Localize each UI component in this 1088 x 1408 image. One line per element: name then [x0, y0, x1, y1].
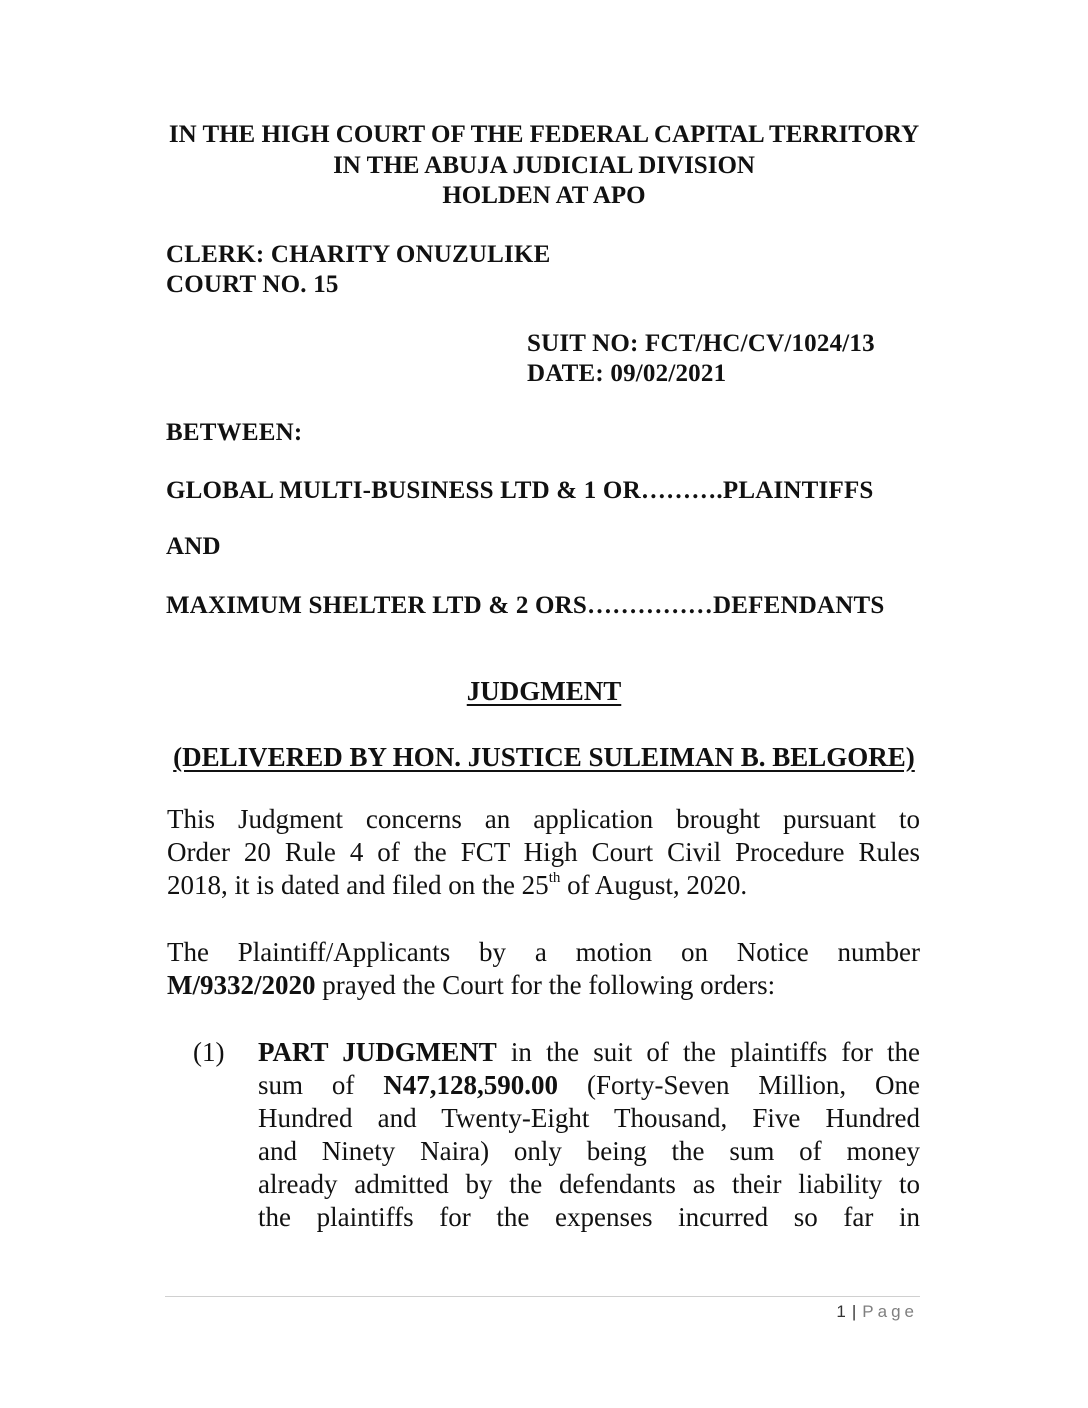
item-line-2 — [258, 1069, 920, 1102]
intro-line-3-text: 2018, it is dated and filed on the 25 — [167, 870, 549, 900]
between-label: BETWEEN: — [166, 419, 303, 446]
amount-figure: N47,128,590.00 — [383, 1070, 559, 1100]
item-line-6: the plaintiffs for the expenses incurred so far in — [258, 1202, 920, 1232]
defendants-line: MAXIMUM SHELTER LTD & 2 ORS……………DEFENDANTS — [166, 592, 885, 619]
court-number: COURT NO. 15 — [166, 271, 339, 298]
list-item-body — [258, 1036, 920, 1234]
page-footer — [836, 1302, 918, 1322]
clerk-name: CLERK: CHARITY ONUZULIKE — [166, 241, 551, 268]
page-label: Page — [862, 1302, 918, 1321]
motion-paragraph — [167, 936, 920, 1002]
intro-line-1: This Judgment concerns an application brought pursuant to — [167, 804, 920, 834]
item-line-4: and Ninety Naira) only being the sum of money — [258, 1136, 920, 1166]
court-heading-line1: IN THE HIGH COURT OF THE FEDERAL CAPITAL TERRITORY — [168, 121, 920, 148]
item-line-1 — [258, 1036, 920, 1069]
item-line-3: Hundred and Twenty-Eight Thousand, Five Hundred — [258, 1103, 920, 1133]
intro-paragraph — [167, 803, 920, 902]
item-line-1-text: in the suit of the plaintiffs for the — [496, 1037, 921, 1067]
intro-line-2: Order 20 Rule 4 of the FCT High Court Civil Procedure Rules — [167, 837, 920, 867]
footer-separator: | — [851, 1302, 857, 1321]
list-item-number: (1) — [193, 1037, 225, 1067]
item-line-2-start: sum of — [258, 1070, 384, 1100]
judgment-title: JUDGMENT — [466, 676, 622, 706]
intro-line-3 — [167, 869, 920, 902]
page-number: 1 — [836, 1302, 846, 1321]
part-judgment-term: PART JUDGMENT — [258, 1037, 497, 1067]
intro-line-3-end: of August, 2020. — [560, 870, 748, 900]
court-heading-line3: HOLDEN AT APO — [442, 182, 646, 209]
motion-line-1: The Plaintiff/Applicants by a motion on Notice number — [167, 937, 920, 967]
motion-line-2-text: prayed the Court for the following orders: — [315, 970, 776, 1000]
and-label: AND — [166, 533, 221, 560]
item-line-5: already admitted by the defendants as their liability to — [258, 1169, 920, 1199]
ordinal-suffix: th — [548, 870, 561, 886]
judgment-date: DATE: 09/02/2021 — [527, 360, 727, 387]
motion-line-2 — [167, 969, 920, 1002]
motion-number: M/9332/2020 — [167, 970, 316, 1000]
plaintiffs-line: GLOBAL MULTI-BUSINESS LTD & 1 OR……….PLAINTIFFS — [166, 477, 874, 504]
court-heading-line2: IN THE ABUJA JUDICIAL DIVISION — [333, 152, 755, 179]
footer-divider — [165, 1296, 920, 1297]
delivered-by-heading: (DELIVERED BY HON. JUSTICE SULEIMAN B. BELGORE) — [173, 742, 915, 772]
suit-number: SUIT NO: FCT/HC/CV/1024/13 — [527, 330, 875, 357]
item-line-2-end: (Forty-Seven Million, One — [558, 1070, 920, 1100]
